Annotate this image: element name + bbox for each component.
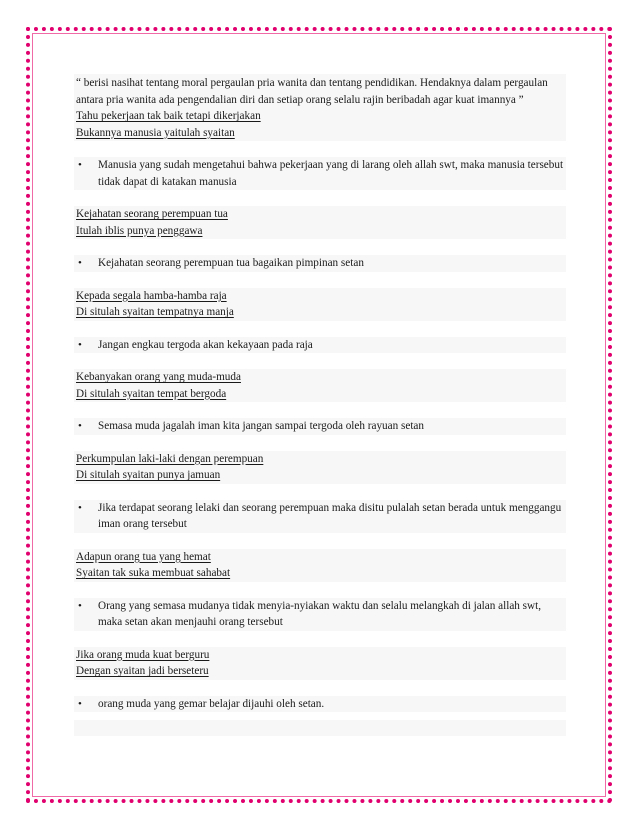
stanza-5: [74, 451, 566, 484]
stanza-6: [74, 549, 566, 582]
bullet-text: Kejahatan seorang perempuan tua bagaikan pimpinan setan: [98, 257, 364, 269]
stanza-line: Perkumpulan laki-laki dengan perempuan: [76, 452, 264, 465]
bullet-item-5: [74, 500, 566, 533]
stanza-line: Syaitan tak suka membuat sahabat: [76, 567, 231, 579]
stanza-line: Kejahatan seorang perempuan tua: [76, 208, 228, 220]
bullet-item-3: [74, 337, 566, 354]
stanza-line: Kepada segala hamba-hamba raja: [76, 289, 227, 302]
empty-shaded-line: [74, 720, 566, 736]
stanza-4: [74, 369, 566, 402]
stanza-line: Bukannya manusia yaitulah syaitan: [76, 126, 235, 139]
stanza-line: Kebanyakan orang yang muda-muda: [76, 371, 241, 383]
spacer: [74, 190, 566, 206]
stanza-3: [74, 288, 566, 321]
spacer: [74, 321, 566, 337]
spacer: [74, 582, 566, 598]
bullet-icon: •: [78, 257, 82, 269]
bullet-text: Jangan engkau tergoda akan kekayaan pada raja: [98, 338, 313, 351]
stanza-line: Di situlah syaitan tempat bergoda: [76, 387, 227, 400]
spacer: [74, 484, 566, 500]
bullet-icon: •: [78, 338, 82, 351]
spacer: [74, 631, 566, 647]
bullet-text: Semasa muda jagalah iman kita jangan sampai tergoda oleh rayuan setan: [98, 420, 424, 432]
bullet-text: Orang yang semasa mudanya tidak menyia-nyiakan waktu dan selalu melangkah di jalan allah swt, maka setan akan menjauhi orang tersebut: [98, 599, 542, 628]
stanza-2: [74, 206, 566, 239]
stanza-line: Jika orang muda kuat berguru: [76, 648, 210, 661]
spacer: [74, 680, 566, 696]
bullet-icon: •: [78, 420, 82, 432]
bullet-icon: •: [78, 159, 82, 171]
bullet-item-2: [74, 255, 566, 272]
stanza-line: Itulah iblis punya penggawa: [76, 224, 203, 237]
intro-paragraph: “ berisi nasihat tentang moral pergaulan pria wanita dan tentang pendidikan. Hendaknya dalam pergaulan antara pria wanita ada pengendalian diri dan setiap orang selalu rajin beribadah agar kuat imannya ”: [74, 74, 566, 108]
bullet-icon: •: [78, 501, 82, 514]
spacer: [74, 435, 566, 451]
stanza-line: Di situlah syaitan tempatnya manja: [76, 306, 234, 318]
spacer: [74, 353, 566, 369]
spacer: [74, 239, 566, 255]
bullet-text: Jika terdapat seorang lelaki dan seorang perempuan maka disitu pulalah setan berada untuk menggangu iman orang tersebut: [98, 501, 562, 530]
bullet-icon: •: [78, 697, 82, 710]
stanza-line: Tahu pekerjaan tak baik tetapi dikerjakan: [76, 110, 261, 122]
bullet-item-6: [74, 598, 566, 631]
spacer: [74, 141, 566, 157]
document-body: [74, 74, 566, 736]
bullet-item-1: [74, 157, 566, 190]
spacer: [74, 533, 566, 549]
bullet-item-4: [74, 418, 566, 435]
bullet-icon: •: [78, 599, 82, 612]
stanza-line: Adapun orang tua yang hemat: [76, 550, 211, 563]
stanza-line: Dengan syaitan jadi berseteru: [76, 665, 209, 677]
bullet-text: orang muda yang gemar belajar dijauhi oleh setan.: [98, 697, 325, 710]
spacer: [74, 712, 566, 720]
bullet-text: Manusia yang sudah mengetahui bahwa pekerjaan yang di larang oleh allah swt, maka manusia tersebut tidak dapat di katakan manusia: [98, 159, 564, 188]
spacer: [74, 402, 566, 418]
bullet-item-7: [74, 696, 566, 713]
stanza-7: [74, 647, 566, 680]
stanza-line: Di situlah syaitan punya jamuan: [76, 469, 221, 481]
spacer: [74, 272, 566, 288]
stanza-1: [74, 108, 566, 141]
